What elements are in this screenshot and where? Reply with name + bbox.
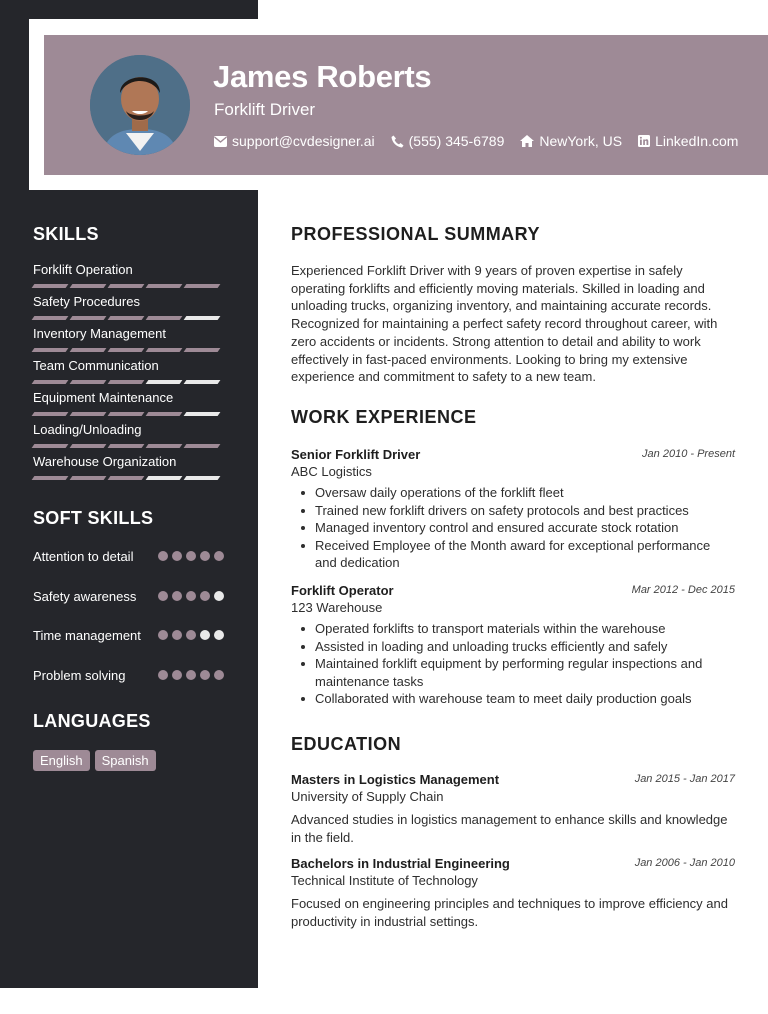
skill-level-segment [108, 316, 145, 320]
linkedin-icon [638, 135, 650, 147]
skill-level-segment [184, 444, 221, 448]
soft-skills-title: SOFT SKILLS [33, 508, 154, 528]
rating-dot [214, 630, 224, 640]
phone-icon [391, 135, 404, 148]
skill-item [33, 262, 223, 294]
list-item: Trained new forklift drivers on safety protocols and best practices [291, 502, 735, 520]
skill-level-segment [184, 348, 221, 352]
skill-level-segment [146, 476, 183, 480]
skill-level-segment [70, 348, 107, 352]
skill-name: Inventory Management [33, 326, 166, 341]
experience-title: WORK EXPERIENCE [291, 407, 477, 427]
skill-level-bar [33, 348, 223, 352]
skill-name: Equipment Maintenance [33, 390, 174, 405]
soft-skill-item [33, 588, 223, 627]
languages-list [33, 750, 161, 771]
skill-item [33, 294, 223, 326]
skill-level-segment [184, 284, 221, 288]
skill-level-segment [108, 444, 145, 448]
skill-name: Team Communication [33, 358, 159, 373]
contact-row [214, 133, 754, 149]
soft-skill-rating [158, 591, 228, 601]
rating-dot [186, 670, 196, 680]
soft-skill-item [33, 627, 223, 667]
education-entry [291, 771, 735, 846]
soft-skill-name: Safety awareness [33, 589, 137, 604]
skill-level-segment [32, 476, 69, 480]
skill-level-segment [70, 380, 107, 384]
contact-email[interactable] [214, 133, 375, 149]
job-entry [291, 446, 735, 572]
rating-dot [200, 670, 210, 680]
list-item: Maintained forklift equipment by performing regular inspections and maintenance tasks [291, 655, 735, 690]
education-school: University of Supply Chain [291, 789, 444, 804]
skill-level-segment [32, 380, 69, 384]
job-company: 123 Warehouse [291, 600, 383, 615]
skill-level-bar [33, 444, 223, 448]
skill-level-segment [70, 444, 107, 448]
contact-location [520, 133, 622, 149]
skill-level-bar [33, 380, 223, 384]
rating-dot [200, 551, 210, 561]
education-degree: Masters in Logistics Management [291, 772, 500, 787]
skill-level-segment [146, 284, 183, 288]
skill-item [33, 454, 223, 486]
list-item: Operated forklifts to transport materials within the warehouse [291, 620, 735, 638]
skill-level-bar [33, 476, 223, 480]
rating-dot [172, 551, 182, 561]
skill-level-segment [146, 444, 183, 448]
skill-level-bar [33, 412, 223, 416]
skill-level-segment [32, 284, 69, 288]
summary-title: PROFESSIONAL SUMMARY [291, 224, 541, 244]
rating-dot [214, 670, 224, 680]
rating-dot [214, 551, 224, 561]
rating-dot [200, 630, 210, 640]
education-school: Technical Institute of Technology [291, 873, 478, 888]
skill-level-segment [184, 380, 221, 384]
soft-skill-rating [158, 551, 228, 561]
skill-item [33, 390, 223, 422]
skill-level-segment [146, 412, 183, 416]
rating-dot [158, 591, 168, 601]
education-degree: Bachelors in Industrial Engineering [291, 856, 510, 871]
rating-dot [186, 591, 196, 601]
skill-level-segment [108, 284, 145, 288]
job-bullets [291, 484, 735, 572]
list-item: Oversaw daily operations of the forklift fleet [291, 484, 735, 502]
job-title: Forklift Operator [291, 583, 394, 598]
skill-level-bar [33, 316, 223, 320]
rating-dot [200, 591, 210, 601]
skill-level-segment [184, 476, 221, 480]
skill-name: Forklift Operation [33, 262, 133, 277]
rating-dot [158, 551, 168, 561]
email-text: support@cvdesigner.ai [232, 133, 375, 149]
linkedin-text: LinkedIn.com [655, 133, 739, 149]
rating-dot [158, 670, 168, 680]
education-date: Jan 2015 - Jan 2017 [634, 773, 735, 785]
list-item: Assisted in loading and unloading trucks efficiently and safely [291, 638, 735, 656]
rating-dot [186, 630, 196, 640]
skill-item [33, 358, 223, 390]
skill-level-segment [108, 380, 145, 384]
soft-skill-name: Attention to detail [33, 549, 134, 564]
job-title: Senior Forklift Driver [291, 447, 421, 462]
skill-level-segment [32, 412, 69, 416]
person-photo-icon [90, 55, 190, 155]
skill-level-segment [70, 284, 107, 288]
skill-level-segment [108, 476, 145, 480]
soft-skill-name: Problem solving [33, 668, 126, 683]
phone-text: (555) 345-6789 [408, 133, 505, 149]
job-date: Jan 2010 - Present [642, 448, 735, 460]
education-date: Jan 2006 - Jan 2010 [634, 857, 735, 869]
skill-name: Safety Procedures [33, 294, 140, 309]
soft-skills-list [33, 548, 223, 687]
candidate-name: James Roberts [213, 59, 432, 94]
rating-dot [186, 551, 196, 561]
skill-item [33, 422, 223, 454]
home-icon [520, 135, 534, 147]
skill-name: Loading/Unloading [33, 422, 142, 437]
education-description: Focused on engineering principles and techniques to improve efficiency and productivity in industrial settings. [291, 896, 728, 929]
skill-level-segment [70, 476, 107, 480]
candidate-role: Forklift Driver [214, 100, 316, 119]
contact-phone[interactable] [391, 133, 505, 149]
summary-text: Experienced Forklift Driver with 9 years of proven expertise in safely operating forklifts and efficiently moving materials. Skilled in loading and unloading trucks, organizing inventory, and maintaining accurate records. Recognized for maintaining a perfect safety record throughout career, with zero accidents or incidents. Strong attention to detail and ability to work effectively in fast-paced environments. Looking to bring my extensive experience and commitment to safety to a new team. [291, 263, 718, 385]
job-entry [291, 582, 735, 708]
languages-title: LANGUAGES [33, 711, 151, 731]
avatar [90, 55, 190, 155]
envelope-icon [214, 136, 227, 147]
rating-dot [172, 630, 182, 640]
soft-skill-item [33, 548, 223, 588]
skill-level-segment [184, 316, 221, 320]
job-company: ABC Logistics [291, 464, 372, 479]
education-description: Advanced studies in logistics management to enhance skills and knowledge in the field. [291, 812, 728, 845]
skills-list [33, 262, 223, 486]
skill-level-segment [146, 380, 183, 384]
soft-skill-name: Time management [33, 628, 141, 643]
skill-level-segment [184, 412, 221, 416]
skill-level-segment [70, 316, 107, 320]
skill-name: Warehouse Organization [33, 454, 177, 469]
location-text: NewYork, US [539, 133, 623, 149]
skill-level-segment [146, 316, 183, 320]
language-tag: Spanish [95, 750, 156, 771]
header [44, 35, 768, 175]
language-tag: English [33, 750, 90, 771]
skill-level-segment [70, 412, 107, 416]
skill-level-segment [146, 348, 183, 352]
skill-level-segment [32, 316, 69, 320]
skills-title: SKILLS [33, 224, 99, 244]
skill-level-segment [108, 412, 145, 416]
rating-dot [172, 591, 182, 601]
soft-skill-item [33, 667, 223, 687]
skill-level-segment [108, 348, 145, 352]
job-date: Mar 2012 - Dec 2015 [631, 584, 735, 596]
contact-linkedin[interactable] [638, 133, 738, 149]
skill-level-segment [32, 444, 69, 448]
soft-skill-rating [158, 670, 228, 680]
skill-level-segment [32, 348, 69, 352]
skill-item [33, 326, 223, 358]
list-item: Managed inventory control and ensured accurate stock rotation [291, 519, 735, 537]
job-bullets [291, 620, 735, 708]
education-title: EDUCATION [291, 734, 402, 754]
education-entry [291, 855, 735, 930]
skill-level-bar [33, 284, 223, 288]
rating-dot [214, 591, 224, 601]
list-item: Collaborated with warehouse team to meet daily production goals [291, 690, 735, 708]
soft-skill-rating [158, 630, 228, 640]
list-item: Received Employee of the Month award for exceptional performance and dedication [291, 537, 735, 572]
rating-dot [172, 670, 182, 680]
rating-dot [158, 630, 168, 640]
